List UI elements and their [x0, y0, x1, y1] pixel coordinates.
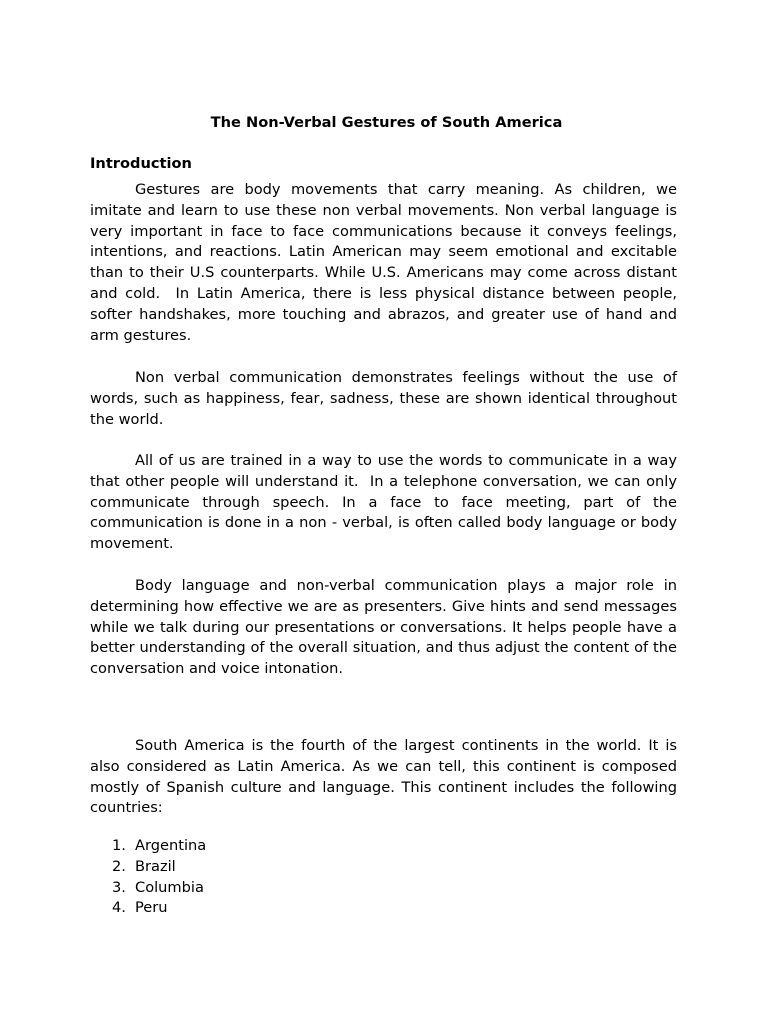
list-item-text: Argentina [135, 837, 207, 854]
paragraph-body-language: Body language and non-verbal communication plays a major role in determining how effective we are as presenters. Give hints and send messages while we talk during our presentations or conversations. It helps people have a better understanding of the overall situation, and thus adjust the content of the conversation and voice intonation. [90, 577, 682, 678]
list-item-text: Columbia [135, 878, 204, 896]
list-item [90, 898, 206, 919]
list-item [90, 836, 206, 857]
list-item [90, 878, 206, 899]
list-item-text: Brazil [135, 857, 176, 875]
paragraph-south-america: South America is the fourth of the largest continents in the world. It is also considered as Latin America. As we can tell, this continent is composed mostly of Spanish culture and language. This continent includes the following countries: [90, 737, 682, 817]
countries-list [90, 836, 206, 919]
list-item-number: 4. [112, 899, 126, 917]
document-title: The Non-Verbal Gestures of South America [210, 114, 563, 131]
list-item-number: 3. [112, 878, 126, 896]
list-item-text: Peru [135, 899, 168, 917]
paragraph-nonverbal-feelings: Non verbal communication demonstrates feelings without the use of words, such as happiness, fear, sadness, these are shown identical throughout the world. [90, 369, 682, 428]
paragraph-gestures: Gestures are body movements that carry meaning. As children, we imitate and learn to use these non verbal movements. Non verbal language is very important in face to face communications because it conveys feelings, intentions, and reactions. Latin American may seem emotional and excitable than to their U.S counterparts. While U.S. Americans may come across distant and cold. In Latin America, there is less physical distance between people, softer handshakes, more touching and abrazos, and greater use of hand and arm gestures. [90, 181, 682, 344]
list-item-number: 2. [112, 857, 126, 875]
list-item [90, 857, 206, 878]
paragraph-trained-words: All of us are trained in a way to use the words to communicate in a way that other people will understand it. In a telephone conversation, we can only communicate through speech. In a face to face meeting, part of the communication is done in a non - verbal, is often called body language or body movement. [90, 452, 682, 553]
list-item-number: 1. [112, 837, 126, 854]
section-heading-introduction: Introduction [90, 155, 192, 172]
